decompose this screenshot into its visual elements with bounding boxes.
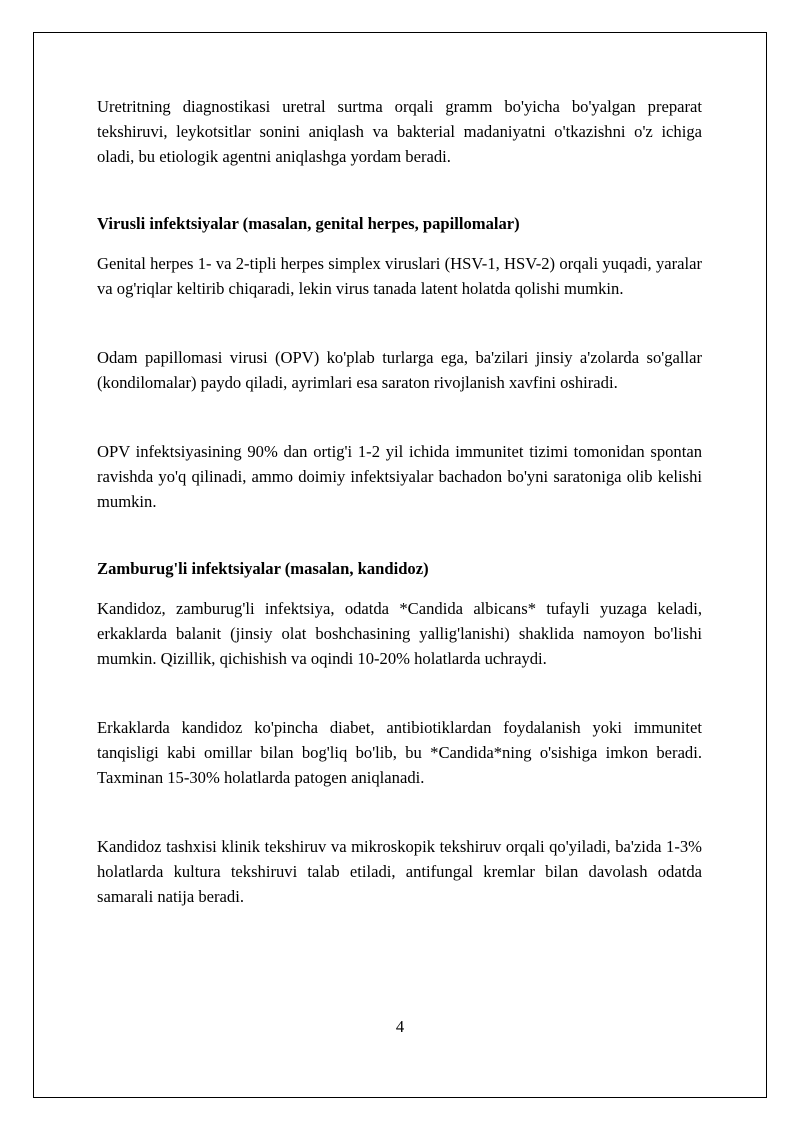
paragraph-hpv-clearance: OPV infektsiyasining 90% dan ortig'i 1-2 yil ichida immunitet tizimi tomonidan spontan ravishda yo'q qilinadi, ammo doimiy infektsiyalar bachadon bo'yni saratoniga olib kelishi mumkin. — [97, 442, 702, 511]
paragraph-candidiasis-risk-factors: Erkaklarda kandidoz ko'pincha diabet, antibiotiklardan foydalanish yoki immunitet tanqisligi kabi omillar bilan bog'liq bo'lib, bu *Candida*ning o'sishiga imkon beradi. Taxminan 15-30% holatlarda patogen aniqlanadi. — [97, 718, 702, 787]
page-number: 4 — [395, 1017, 405, 1036]
paragraph-candidiasis-diagnosis: Kandidoz tashxisi klinik tekshiruv va mikroskopik tekshiruv orqali qo'yiladi, ba'zida 1-3% holatlarda kultura tekshiruvi talab etiladi, antifungal kremlar bilan davolash odatda samarali natija beradi. — [97, 837, 702, 906]
paragraph-genital-herpes: Genital herpes 1- va 2-tipli herpes simplex viruslari (HSV-1, HSV-2) orqali yuqadi, yaralar va og'riqlar keltirib chiqaradi, lekin virus tanada latent holatda qolishi mumkin. — [97, 254, 702, 298]
heading-fungal-infections: Zamburug'li infektsiyalar (masalan, kandidoz) — [97, 559, 429, 578]
paragraph-hpv-types: Odam papillomasi virusi (OPV) ko'plab turlarga ega, ba'zilari jinsiy a'zolarda so'gallar (kondilomalar) paydo qiladi, ayrimlari esa saraton rivojlanish xavfini oshiradi. — [97, 348, 702, 392]
paragraph-candidiasis-overview: Kandidoz, zamburug'li infektsiya, odatda *Candida albicans* tufayli yuzaga keladi, erkaklarda balanit (jinsiy olat boshchasining yallig'lanishi) shaklida namoyon bo'lishi mumkin. Qizillik, qichishish va oqindi 10-20% holatlarda uchraydi. — [97, 599, 702, 668]
paragraph-urethritis-diagnosis: Uretritning diagnostikasi uretral surtma orqali gramm bo'yicha bo'yalgan preparat tekshiruvi, leykotsitlar sonini aniqlash va bakterial madaniyatni o'tkazishni o'z ichiga oladi, bu etiologik agentni aniqlashga yordam beradi. — [97, 97, 702, 166]
document-body — [97, 94, 702, 909]
heading-viral-infections: Virusli infektsiyalar (masalan, genital herpes, papillomalar) — [97, 214, 520, 233]
